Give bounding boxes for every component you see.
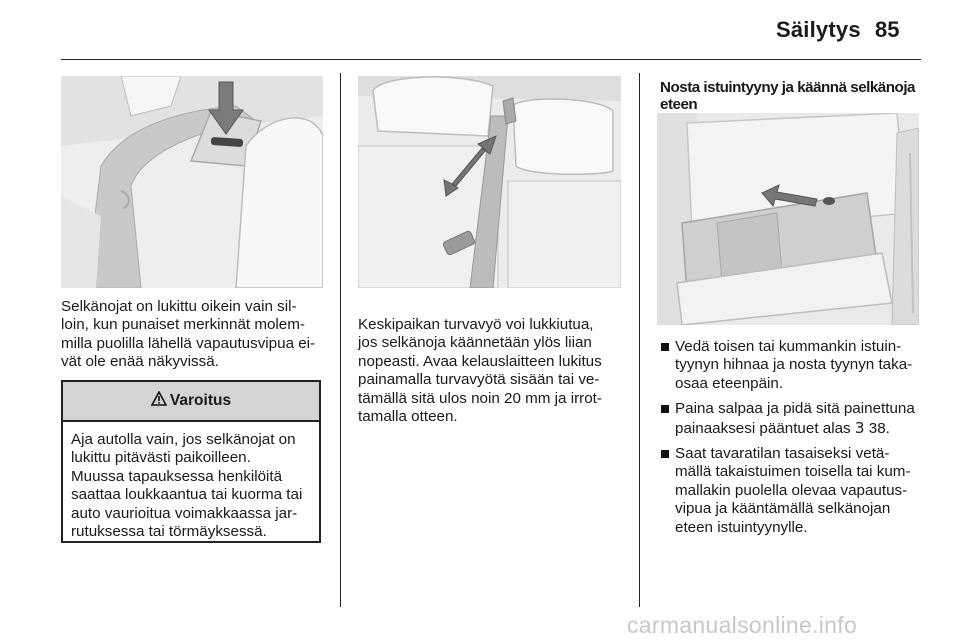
seatbelt-paragraph: Keskipaikan turvavyö voi lukkiutua, jos selkänoja käännetään ylös liian nopeasti. Avaa kelauslaitteen lukitus painamalla turvavyötä sisään tai ve- tämällä sitä ulos noin 20 mm ja irrot- tamalla otteen.: [358, 316, 602, 426]
warning-triangle-icon: [151, 391, 167, 411]
bullet-square-icon: [661, 405, 669, 413]
center-seatbelt-illustration: [358, 76, 621, 288]
list-item: Vedä toisen tai kummankin istuin- tyynyn hihnaa ja nosta tyynyn taka- osaa eteenpäin.: [660, 338, 925, 393]
page-number: 85: [875, 17, 900, 42]
figure-seatback-lever: [61, 76, 323, 288]
instruction-list: [660, 338, 925, 544]
seat-cushion-illustration: [657, 113, 919, 325]
figure-center-seatbelt: [358, 76, 621, 288]
list-item: Paina salpaa ja pidä sitä painettuna painaaksesi pääntuet alas 3 38.: [660, 400, 925, 438]
section-title: Säilytys: [776, 17, 861, 42]
column-divider-2: [639, 73, 640, 607]
bullet-square-icon: [661, 343, 669, 351]
column-divider-1: [340, 73, 341, 607]
watermark: carmanualsonline.info: [627, 612, 858, 638]
lock-paragraph: Selkänojat on lukittu oikein vain sil- loin, kun punaiset merkinnät molem- milla puolilla lähellä vapautusvipua ei- vät ole enää näkyvissä.: [61, 298, 316, 371]
header-rule: [61, 59, 921, 60]
seatback-lever-illustration: [61, 76, 323, 288]
warning-body: Aja autolla vain, jos selkänojat on lukittu pitävästi paikoilleen. Muussa tapauksessa henkilöitä saattaa loukkaantua tai kuorma tai auto vaurioitua voimakkaassa jar- rutuksessa tai törmäyksessä.: [71, 431, 303, 541]
page-header: [0, 0, 960, 60]
arrow-ref-icon[interactable]: 3: [854, 418, 865, 437]
list-item: Saat tavaratilan tasaiseksi vetä- mällä takaistuimen toisella tai kum- mallakin puolella olevaa vapautus- vipua ja kääntämällä selkänojan eteen istuintyynylle.: [660, 445, 925, 537]
warning-header: [63, 382, 319, 422]
warning-box: [61, 380, 321, 543]
page-ref[interactable]: 38.: [864, 419, 890, 437]
bullet-square-icon: [661, 450, 669, 458]
warning-title: Varoitus: [169, 392, 232, 409]
fold-seat-heading: Nosta istuintyyny ja käännä selkänoja eteen: [660, 79, 915, 113]
figure-seat-cushion: [657, 113, 919, 325]
